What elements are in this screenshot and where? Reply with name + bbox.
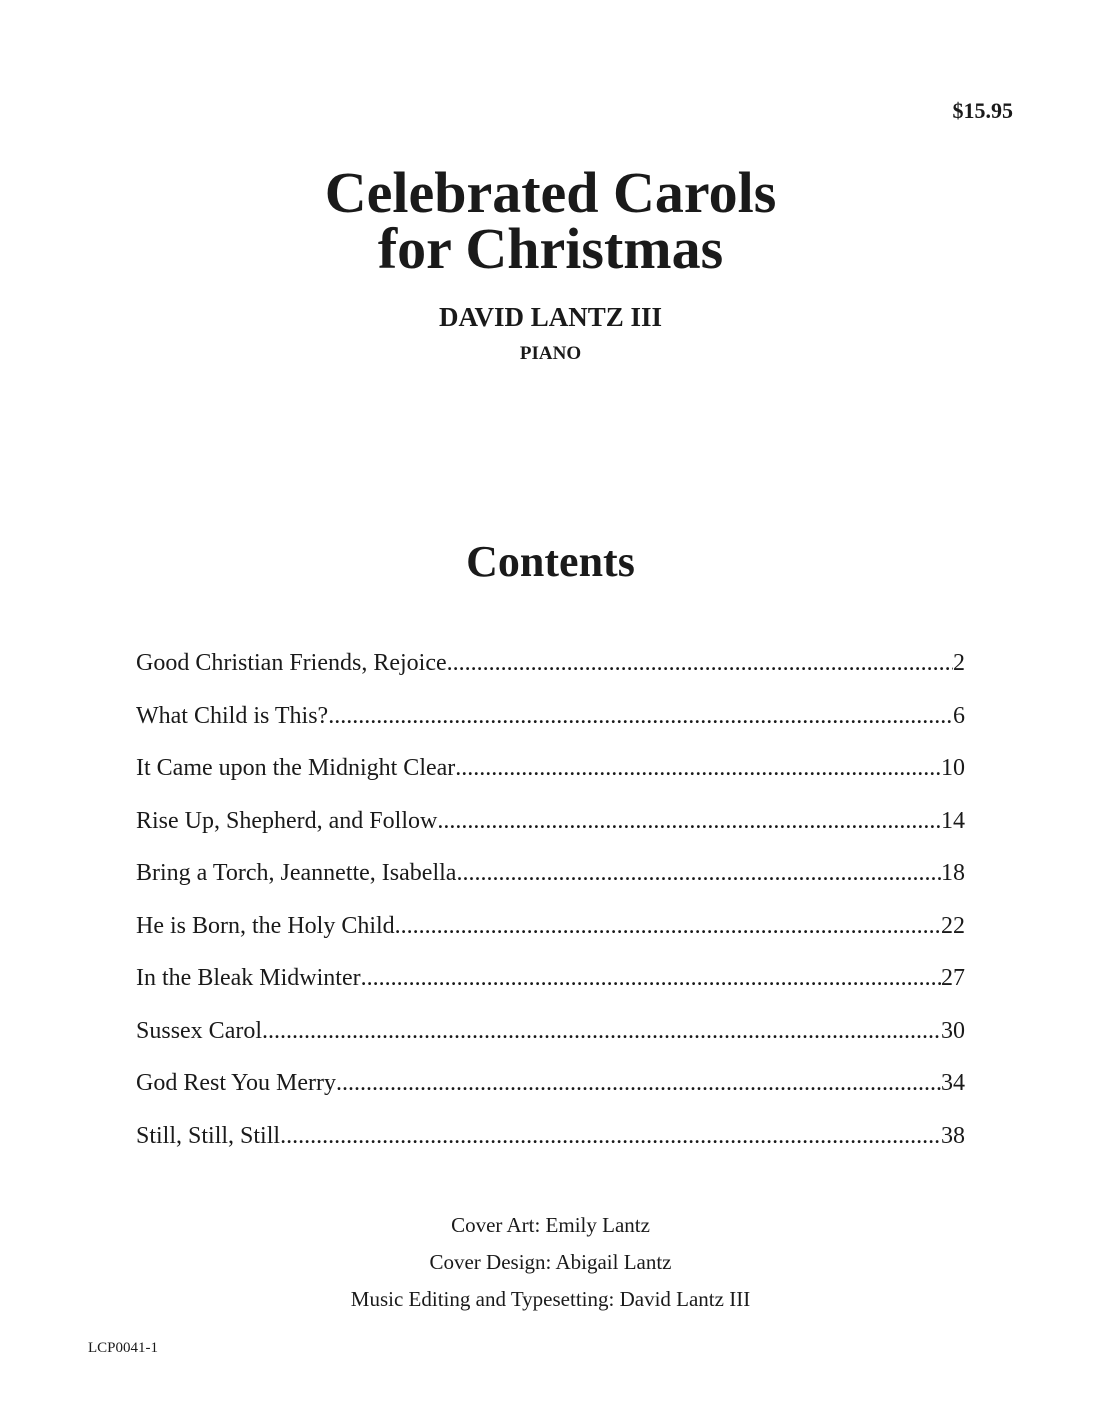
toc-entry — [136, 858, 965, 911]
dot-leader — [361, 963, 941, 993]
composer-name: DAVID LANTZ III — [438, 302, 663, 332]
dot-leader — [395, 911, 941, 941]
toc-entry-title: Rise Up, Shepherd, and Follow — [136, 807, 438, 834]
toc-entry-title: Bring a Torch, Jeannette, Isabella — [136, 860, 457, 886]
toc-entry-page: 2 — [953, 650, 965, 676]
toc-entry-title: Good Christian Friends, Rejoice — [136, 650, 447, 676]
toc-entry-page: 38 — [941, 1122, 965, 1149]
toc-entry — [136, 963, 965, 1016]
table-of-contents — [136, 648, 965, 1173]
book-title — [0, 160, 1101, 281]
toc-entry — [136, 1068, 965, 1121]
credits-block — [0, 1210, 1101, 1321]
toc-entry — [136, 701, 965, 754]
dot-leader — [456, 858, 941, 888]
dot-leader — [447, 648, 953, 678]
dot-leader — [328, 701, 953, 731]
toc-entry-page: 14 — [941, 807, 965, 834]
toc-entry-page: 10 — [941, 755, 965, 781]
toc-entry — [136, 1016, 965, 1069]
book-title-line-2: for Christmas — [377, 216, 724, 281]
toc-entry-title: In the Bleak Midwinter — [136, 965, 361, 991]
dot-leader — [437, 806, 941, 836]
toc-entry-title: What Child is This? — [136, 702, 329, 729]
toc-entry-page: 6 — [953, 702, 965, 729]
toc-entry — [136, 911, 965, 964]
catalog-number: LCP0041-1 — [88, 1340, 159, 1356]
credit-cover-design: Cover Design: Abigail Lantz — [429, 1250, 672, 1274]
toc-entry-page: 18 — [941, 860, 965, 886]
toc-entry — [136, 753, 965, 806]
instrument-label: PIANO — [519, 343, 582, 364]
toc-entry-page: 34 — [941, 1070, 965, 1096]
dot-leader — [262, 1016, 941, 1046]
toc-entry-title: He is Born, the Holy Child — [136, 912, 395, 939]
credit-music-editing: Music Editing and Typesetting: David Lantz III — [350, 1287, 751, 1311]
toc-entry-title: God Rest You Merry — [136, 1070, 337, 1096]
toc-entry-title: It Came upon the Midnight Clear — [136, 755, 456, 781]
toc-entry-page: 22 — [941, 912, 965, 939]
book-title-line-1: Celebrated Carols — [324, 160, 777, 225]
dot-leader — [336, 1068, 941, 1098]
contents-heading: Contents — [466, 537, 635, 586]
dot-leader — [280, 1121, 941, 1151]
credit-cover-art: Cover Art: Emily Lantz — [451, 1213, 650, 1237]
toc-entry-title: Sussex Carol — [136, 1017, 262, 1044]
toc-entry-page: 27 — [941, 965, 965, 991]
toc-entry — [136, 806, 965, 859]
toc-entry-page: 30 — [941, 1017, 965, 1044]
toc-entry — [136, 1121, 965, 1174]
dot-leader — [455, 753, 941, 783]
price-label: $15.95 — [952, 98, 1013, 123]
toc-entry — [136, 648, 965, 701]
toc-entry-title: Still, Still, Still — [136, 1122, 281, 1149]
